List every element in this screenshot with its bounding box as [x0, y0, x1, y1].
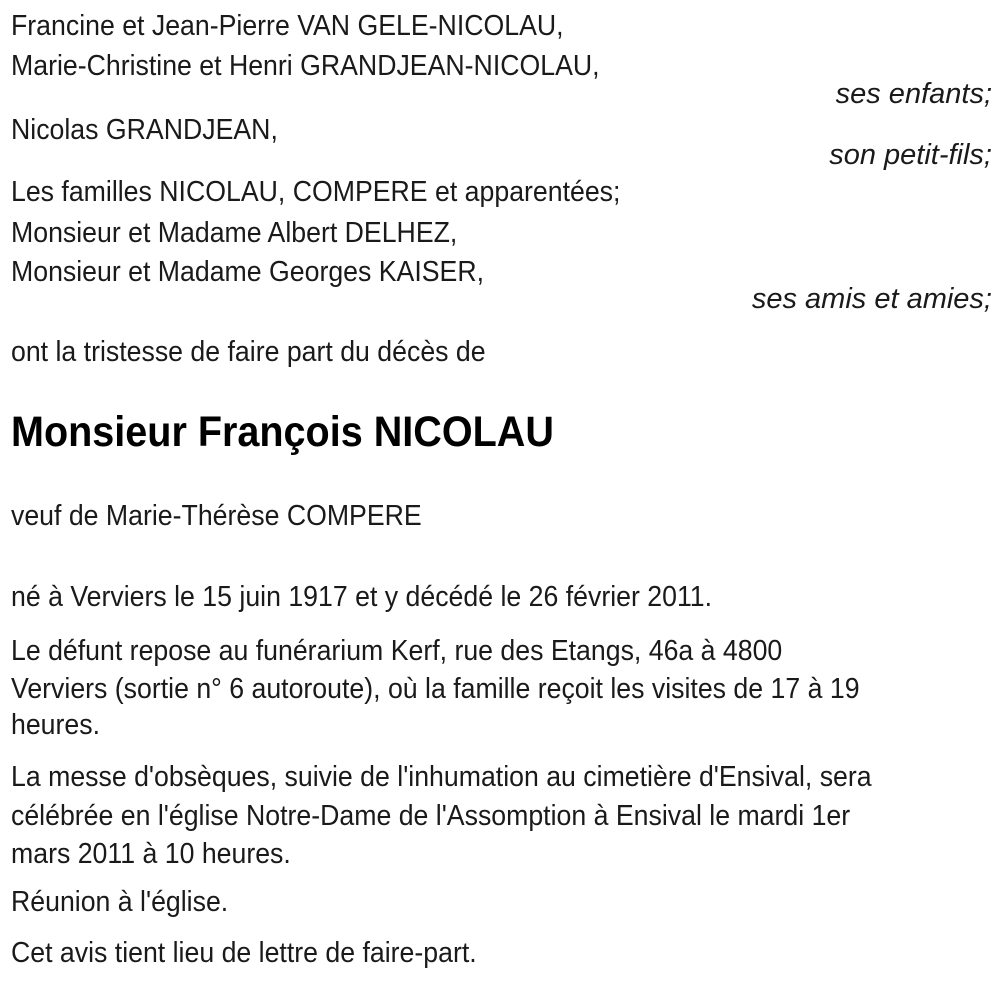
families-line: Les familles NICOLAU, COMPERE et apparentées; [11, 176, 621, 208]
friends-relation-label: ses amis et amies; [751, 283, 992, 315]
grandson-relation-label: son petit-fils; [829, 139, 992, 171]
funeral-home-paragraph-line-1: Le défunt repose au funérarium Kerf, rue des Etangs, 46a à 4800 [11, 635, 783, 667]
funeral-home-paragraph-line-3: heures. [11, 709, 100, 741]
mass-paragraph-line-3: mars 2011 à 10 heures. [11, 838, 291, 870]
closing-line: Cet avis tient lieu de lettre de faire-part. [11, 937, 477, 969]
grandson-line: Nicolas GRANDJEAN, [11, 114, 278, 146]
announcement-line: ont la tristesse de faire part du décès de [11, 336, 486, 368]
child-line-francine: Francine et Jean-Pierre VAN GELE-NICOLAU, [11, 10, 564, 42]
widower-line: veuf de Marie-Thérèse COMPERE [11, 500, 422, 532]
funeral-home-paragraph-line-2: Verviers (sortie n° 6 autoroute), où la famille reçoit les visites de 17 à 19 [11, 673, 860, 705]
mass-paragraph-line-2: célébrée en l'église Notre-Dame de l'Assomption à Ensival le mardi 1er [11, 800, 851, 832]
children-relation-label: ses enfants; [835, 78, 992, 110]
child-line-marie-christine: Marie-Christine et Henri GRANDJEAN-NICOLAU, [11, 50, 600, 82]
birth-death-line: né à Verviers le 15 juin 1917 et y décédé le 26 février 2011. [11, 581, 713, 613]
deceased-name-title: Monsieur François NICOLAU [11, 408, 554, 456]
friend-line-kaiser: Monsieur et Madame Georges KAISER, [11, 256, 485, 288]
mass-paragraph-line-1: La messe d'obsèques, suivie de l'inhumation au cimetière d'Ensival, sera [11, 761, 872, 793]
friend-line-delhez: Monsieur et Madame Albert DELHEZ, [11, 217, 458, 249]
meeting-line: Réunion à l'église. [11, 886, 229, 918]
